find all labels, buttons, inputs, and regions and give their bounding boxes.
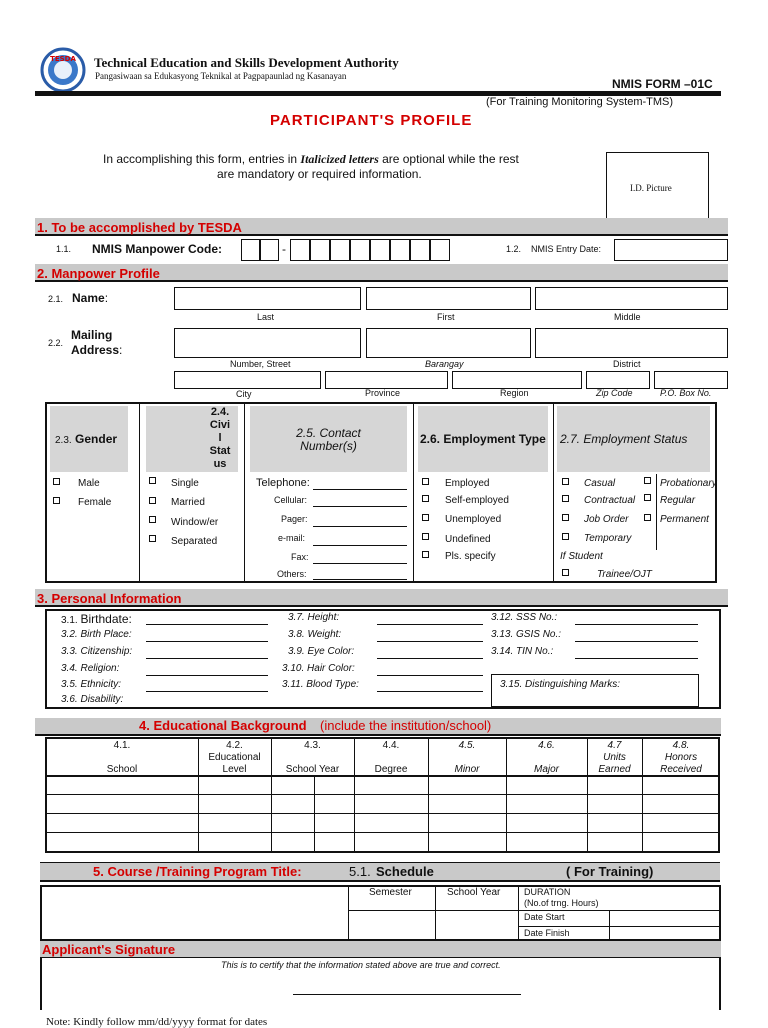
edu-col-major bbox=[506, 740, 587, 776]
school-year-label: School Year bbox=[447, 887, 501, 898]
code-box[interactable] bbox=[430, 239, 450, 261]
ethnicity-text: Ethnicity: bbox=[80, 679, 122, 690]
status-permanent-label: Permanent bbox=[660, 514, 709, 525]
height-label bbox=[288, 613, 339, 623]
schedule-divider bbox=[348, 886, 349, 941]
gender-header bbox=[55, 433, 117, 446]
signature-header bbox=[40, 941, 721, 958]
section-1-header bbox=[35, 218, 728, 236]
telephone-field[interactable] bbox=[313, 489, 407, 490]
col-number: 4.1. bbox=[113, 740, 131, 751]
civil-single-checkbox[interactable] bbox=[149, 477, 156, 484]
section-4-title: 4. Educational Background bbox=[139, 718, 307, 733]
civil-widow-checkbox[interactable] bbox=[149, 516, 156, 523]
section-1-title: 1. To be accomplished by TESDA bbox=[37, 220, 242, 235]
item-number: 3.10. bbox=[282, 663, 305, 674]
employment-type-header: 2.6. Employment Type bbox=[420, 432, 546, 446]
instr-pre: In accomplishing this form, entries in bbox=[103, 152, 301, 166]
ethnicity-label bbox=[61, 680, 121, 690]
civil-single-label: Single bbox=[171, 478, 199, 489]
logo-text: TESDA bbox=[50, 55, 76, 63]
date-start-label: Date Start bbox=[524, 912, 565, 922]
sss-text: SSS No.: bbox=[516, 612, 558, 623]
instr-emphasis: Italicized letters bbox=[300, 152, 379, 166]
signature-line[interactable] bbox=[293, 994, 521, 995]
address-colon: : bbox=[119, 343, 123, 357]
first-caption: First bbox=[437, 312, 455, 322]
gsis-field[interactable] bbox=[575, 641, 698, 642]
employment-status-header: 2.7. Employment Status bbox=[560, 432, 688, 446]
eyecolor-text: Eye Color: bbox=[307, 646, 355, 657]
sss-label bbox=[491, 613, 557, 623]
region-caption: Region bbox=[500, 388, 529, 398]
haircolor-label bbox=[282, 664, 355, 674]
code-box[interactable] bbox=[390, 239, 410, 261]
section-2-title: 2. Manpower Profile bbox=[37, 266, 160, 281]
birthdate-text: Birthdate: bbox=[80, 612, 132, 626]
zip-caption: Zip Code bbox=[596, 388, 633, 398]
page-title: PARTICIPANT'S PROFILE bbox=[270, 112, 473, 129]
date-finish-field[interactable] bbox=[610, 927, 719, 940]
height-text: Height: bbox=[307, 612, 340, 623]
height-field[interactable] bbox=[377, 624, 483, 625]
col-number: 4.7 bbox=[607, 740, 622, 751]
telephone-label: Telephone: bbox=[256, 477, 310, 489]
item-number: 3.9. bbox=[288, 646, 305, 657]
haircolor-field[interactable] bbox=[377, 675, 483, 676]
citizenship-field[interactable] bbox=[146, 658, 268, 659]
cellular-field[interactable] bbox=[313, 506, 407, 507]
item-number: 3.4. bbox=[61, 663, 78, 674]
col-label2: Earned bbox=[598, 764, 631, 775]
col-label: School Year bbox=[285, 764, 340, 775]
civil-line: l bbox=[218, 432, 222, 444]
instructions-line1 bbox=[103, 153, 519, 165]
civil-separated-label: Separated bbox=[171, 536, 218, 547]
fax-label: Fax: bbox=[291, 552, 309, 562]
col-label: Educational bbox=[208, 752, 261, 763]
first-name-field[interactable] bbox=[366, 287, 531, 310]
tin-text: TIN No.: bbox=[516, 646, 554, 657]
manpower-code-label: NMIS Manpower Code: bbox=[92, 242, 223, 256]
org-tagline: Pangasiwaan sa Edukasyong Teknikal at Pagpapaunlad ng Kasanayan bbox=[95, 71, 347, 81]
contact-line2: Number(s) bbox=[300, 439, 357, 453]
status-casual-label: Casual bbox=[584, 478, 616, 489]
item-number: 1.1. bbox=[56, 244, 72, 254]
item-number: 5.1. bbox=[349, 864, 371, 879]
section-4-header bbox=[35, 718, 721, 736]
last-name-field[interactable] bbox=[174, 287, 361, 310]
haircolor-text: Hair Color: bbox=[307, 663, 355, 674]
status-contractual-checkbox[interactable] bbox=[562, 495, 569, 502]
status-regular-checkbox[interactable] bbox=[644, 494, 651, 501]
col-number: 4.2. bbox=[226, 740, 243, 751]
status-contractual-label: Contractual bbox=[584, 495, 636, 506]
col-label: Honors bbox=[664, 752, 698, 763]
others-label: Others: bbox=[277, 569, 307, 579]
name-label bbox=[72, 292, 108, 304]
emptype-unemployed-label: Unemployed bbox=[445, 514, 502, 525]
org-name: Technical Education and Skills Development Authority bbox=[94, 55, 399, 70]
street-field[interactable] bbox=[174, 328, 361, 358]
birthdate-field[interactable] bbox=[146, 624, 268, 625]
pobox-caption: P.O. Box No. bbox=[660, 388, 712, 398]
emptype-employed-label: Employed bbox=[445, 478, 490, 489]
col-label2: Level bbox=[222, 764, 247, 775]
civil-separated-checkbox[interactable] bbox=[149, 535, 156, 542]
instr-post: are optional while the rest bbox=[378, 152, 519, 166]
citizenship-text: Citizenship: bbox=[80, 646, 133, 657]
duration-sub-label: (No.of trng. Hours) bbox=[524, 898, 599, 908]
contact-header bbox=[250, 427, 407, 453]
item-number: 3.3. bbox=[61, 646, 78, 657]
gender-male-checkbox[interactable] bbox=[53, 478, 60, 485]
emptype-selfemployed-checkbox[interactable] bbox=[422, 495, 429, 502]
id-picture-label: I.D. Picture bbox=[630, 183, 672, 193]
item-number: 2.2. bbox=[48, 338, 64, 348]
item-number: 1.2. bbox=[506, 244, 522, 254]
tin-label bbox=[491, 647, 553, 657]
zip-field[interactable] bbox=[586, 371, 650, 389]
section-5-header bbox=[40, 862, 720, 882]
province-caption: Province bbox=[365, 388, 401, 398]
eyecolor-field[interactable] bbox=[377, 658, 483, 659]
item-number: 3.8. bbox=[288, 629, 305, 640]
code-box[interactable] bbox=[310, 239, 330, 261]
status-trainee-label: Trainee/OJT bbox=[597, 569, 652, 580]
religion-field[interactable] bbox=[146, 675, 268, 676]
item-number: 3.6. bbox=[61, 694, 78, 705]
item-number: 3.2. bbox=[61, 629, 78, 640]
barangay-caption: Barangay bbox=[425, 359, 464, 369]
birthplace-text: Birth Place: bbox=[80, 629, 132, 640]
status-probationary-checkbox[interactable] bbox=[644, 477, 651, 484]
civil-status-header bbox=[200, 406, 240, 471]
others-field[interactable] bbox=[313, 579, 407, 580]
disability-label bbox=[61, 695, 123, 705]
bloodtype-field[interactable] bbox=[377, 691, 483, 692]
weight-field[interactable] bbox=[377, 641, 483, 642]
entry-date-label: NMIS Entry Date: bbox=[531, 244, 602, 254]
district-field[interactable] bbox=[535, 328, 728, 358]
religion-label bbox=[61, 664, 119, 674]
grid-divider bbox=[553, 403, 554, 583]
status-joborder-checkbox[interactable] bbox=[562, 514, 569, 521]
email-label: e-mail: bbox=[278, 533, 306, 543]
col-label: Units bbox=[603, 752, 626, 763]
birthplace-label bbox=[61, 630, 132, 640]
item-number: 3.11. bbox=[282, 679, 304, 690]
section-2-header bbox=[35, 264, 728, 282]
code-box[interactable] bbox=[370, 239, 390, 261]
col-label2: Received bbox=[660, 764, 702, 775]
distinguishing-marks-label: 3.15. Distinguishing Marks: bbox=[500, 679, 621, 690]
certification-text: This is to certify that the information stated above are true and correct. bbox=[221, 960, 501, 970]
col-label: Major bbox=[533, 764, 559, 775]
code-box[interactable] bbox=[260, 239, 279, 261]
date-start-field[interactable] bbox=[610, 911, 719, 925]
code-box[interactable] bbox=[290, 239, 310, 261]
mailing-label: Mailing bbox=[71, 328, 113, 342]
code-box[interactable] bbox=[241, 239, 260, 261]
entry-date-field[interactable] bbox=[614, 239, 728, 261]
col-number: 4.8. bbox=[672, 740, 690, 751]
section-4-subtitle: (include the institution/school) bbox=[320, 718, 492, 733]
street-caption: Number, Street bbox=[230, 359, 291, 369]
civil-married-checkbox[interactable] bbox=[149, 497, 156, 504]
col-label: Degree bbox=[374, 764, 408, 775]
col-label: Minor bbox=[454, 764, 480, 775]
item-number: 3.1. bbox=[61, 615, 78, 626]
weight-label bbox=[288, 630, 341, 640]
edu-col-school bbox=[46, 740, 198, 776]
district-caption: District bbox=[613, 359, 641, 369]
item-number: 3.14. bbox=[491, 646, 514, 657]
gender-num: 2.3. bbox=[55, 435, 72, 446]
if-student-label: If Student bbox=[560, 551, 603, 562]
barangay-field[interactable] bbox=[366, 328, 531, 358]
birthplace-field[interactable] bbox=[146, 641, 268, 642]
email-field[interactable] bbox=[313, 545, 407, 546]
grid-divider bbox=[139, 403, 140, 583]
address-text: Address bbox=[71, 343, 120, 357]
civil-line: Civi bbox=[209, 419, 231, 431]
item-number: 3.7. bbox=[288, 612, 305, 623]
table-rule bbox=[46, 832, 719, 833]
middle-caption: Middle bbox=[614, 312, 641, 322]
status-casual-checkbox[interactable] bbox=[562, 478, 569, 485]
pager-label: Pager: bbox=[281, 514, 308, 524]
middle-name-field[interactable] bbox=[535, 287, 728, 310]
section-3-header bbox=[35, 589, 728, 607]
table-rule bbox=[46, 794, 719, 795]
eyecolor-label bbox=[288, 647, 354, 657]
edu-col-units bbox=[587, 740, 642, 776]
bloodtype-label bbox=[282, 680, 359, 690]
code-box[interactable] bbox=[330, 239, 350, 261]
signature-label: Applicant's Signature bbox=[42, 942, 176, 957]
status-probationary-label: Probationary bbox=[660, 478, 717, 489]
duration-label: DURATION bbox=[524, 887, 571, 897]
gender-label: Gender bbox=[75, 432, 118, 446]
emptype-employed-checkbox[interactable] bbox=[422, 478, 429, 485]
city-caption: City bbox=[236, 389, 252, 399]
pager-field[interactable] bbox=[313, 526, 407, 527]
pobox-field[interactable] bbox=[654, 371, 728, 389]
status-permanent-checkbox[interactable] bbox=[644, 514, 651, 521]
civil-line: us bbox=[213, 458, 227, 470]
birthdate-label bbox=[61, 613, 132, 626]
region-field[interactable] bbox=[452, 371, 582, 389]
gsis-label bbox=[491, 630, 561, 640]
section-5-title: 5. Course /Training Program Title: bbox=[93, 864, 302, 879]
gsis-text: GSIS No.: bbox=[516, 629, 562, 640]
edu-col-minor bbox=[428, 740, 506, 776]
citizenship-label bbox=[61, 647, 132, 657]
civil-married-label: Married bbox=[171, 497, 205, 508]
status-joborder-label: Job Order bbox=[584, 514, 629, 525]
col-number: 4.3. bbox=[304, 740, 321, 751]
city-field[interactable] bbox=[174, 371, 321, 389]
tesda-logo bbox=[40, 47, 86, 93]
code-box[interactable] bbox=[350, 239, 370, 261]
name-colon: : bbox=[104, 291, 109, 305]
col-number: 4.6. bbox=[538, 740, 555, 751]
gender-female-label: Female bbox=[78, 497, 112, 508]
religion-text: Religion: bbox=[80, 663, 120, 674]
bloodtype-text: Blood Type: bbox=[306, 679, 359, 690]
system-label: (For Training Monitoring System-TMS) bbox=[486, 96, 674, 108]
disability-text: Disability: bbox=[80, 694, 124, 705]
item-number: 3.12. bbox=[491, 612, 514, 623]
civil-widow-label: Window/er bbox=[171, 517, 219, 528]
schedule-label: Schedule bbox=[376, 864, 434, 879]
gender-male-label: Male bbox=[78, 478, 100, 489]
emptype-unemployed-checkbox[interactable] bbox=[422, 514, 429, 521]
edu-col-schoolyear bbox=[271, 740, 354, 776]
emptype-undefined-label: Undefined bbox=[445, 534, 491, 545]
edu-col-level bbox=[198, 740, 271, 776]
item-number: 3.5. bbox=[61, 679, 78, 690]
emptype-specify-checkbox[interactable] bbox=[422, 551, 429, 558]
ethnicity-field[interactable] bbox=[146, 691, 268, 692]
emptype-selfemployed-label: Self-employed bbox=[445, 495, 509, 506]
date-format-note: Note: Kindly follow mm/dd/yyyy format for dates bbox=[46, 1016, 268, 1028]
gender-female-checkbox[interactable] bbox=[53, 497, 60, 504]
item-number: 3.13. bbox=[491, 629, 514, 640]
table-rule bbox=[46, 813, 719, 814]
col-number: 4.4. bbox=[382, 740, 400, 751]
code-box[interactable] bbox=[410, 239, 430, 261]
tin-field[interactable] bbox=[575, 658, 698, 659]
edu-col-honors bbox=[642, 740, 720, 776]
schedule-divider bbox=[435, 886, 436, 941]
grid-divider bbox=[244, 403, 245, 583]
last-caption: Last bbox=[257, 312, 275, 322]
status-temporary-label: Temporary bbox=[584, 533, 632, 544]
contact-line1: 2.5. Contact bbox=[296, 426, 361, 440]
signature-border bbox=[40, 957, 42, 1010]
col-label: School bbox=[106, 764, 138, 775]
table-divider bbox=[314, 775, 315, 853]
edu-col-degree bbox=[354, 740, 428, 776]
schedule-divider bbox=[518, 886, 519, 941]
instructions-line2: are mandatory or required information. bbox=[217, 167, 422, 181]
for-training-label: ( For Training) bbox=[566, 864, 654, 879]
grid-divider bbox=[656, 474, 657, 550]
section-3-title: 3. Personal Information bbox=[37, 591, 182, 606]
name-text: Name bbox=[72, 291, 105, 305]
emptype-undefined-checkbox[interactable] bbox=[422, 533, 429, 540]
address-label bbox=[71, 344, 122, 356]
grid-divider bbox=[413, 403, 414, 583]
emptype-specify-label: Pls. specify bbox=[445, 551, 496, 562]
signature-border bbox=[719, 957, 721, 1010]
item-number: 2.1. bbox=[48, 294, 64, 304]
status-trainee-checkbox[interactable] bbox=[562, 569, 569, 576]
cellular-label: Cellular: bbox=[274, 495, 308, 505]
status-temporary-checkbox[interactable] bbox=[562, 533, 569, 540]
date-finish-label: Date Finish bbox=[524, 928, 570, 938]
form-number: NMIS FORM –01C bbox=[612, 77, 713, 91]
col-number: 4.5. bbox=[458, 740, 476, 751]
status-regular-label: Regular bbox=[660, 495, 696, 506]
weight-text: Weight: bbox=[307, 629, 342, 640]
fax-field[interactable] bbox=[313, 563, 407, 564]
province-field[interactable] bbox=[325, 371, 448, 389]
civil-line: 2.4. bbox=[210, 406, 230, 418]
semester-label: Semester bbox=[369, 887, 412, 898]
sss-field[interactable] bbox=[575, 624, 698, 625]
civil-line: Stat bbox=[209, 445, 231, 457]
code-dash: - bbox=[282, 242, 286, 256]
